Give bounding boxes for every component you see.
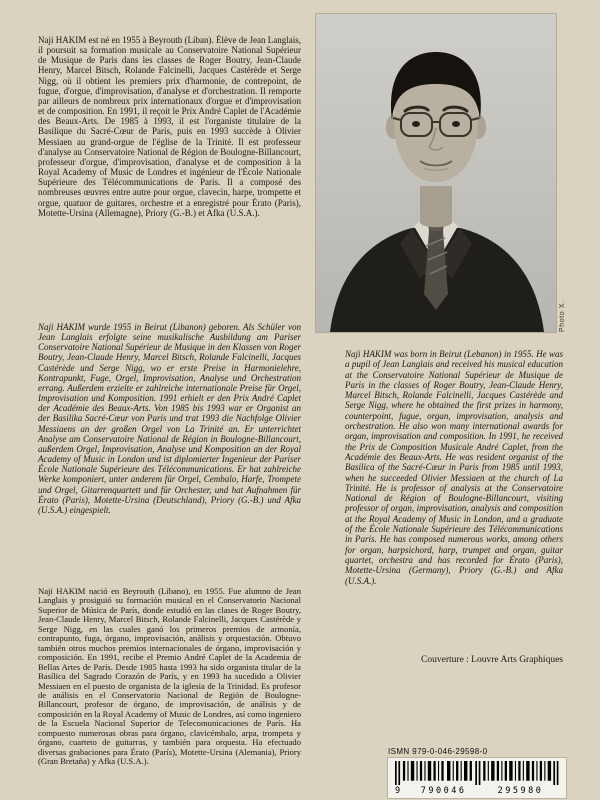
barcode-bars-icon (395, 761, 559, 785)
photo-credit: Photo X. (559, 300, 566, 332)
cover-design-credit: Couverture : Louvre Arts Graphiques (421, 655, 563, 665)
bio-paragraph-german: Naji HAKIM wurde 1955 in Beirut (Libanon) geboren. Als Schüler von Jean Langlais erfolgte seine musikalische Ausbildung am Pariser Conservatoire National Supérieur de Musique in den Klassen von Roger Boutry, Jean-Claude Henry, Marcel Bitsch, Rolande Falcinelli, Jacques Castérède und Serge Nigg, wo er erste Preise in Harmonielehre, Kontrapunkt, Fuge, Orgel, Improvisation, Analyse und Orchestration errang. Außerdem erzielte er zahlreiche internationale Preise für Orgel, Improvisation und Komposition. 1991 erhielt er den Prix André Caplet der Académie des Beaux-Arts. Von 1985 bis 1993 war er Organist an der Basilika Sacré-Cœur von Paris und trat 1993 die Nachfolge Olivier Messiaens an der großen Orgel von La Trinité an. Er unterrichtet Analyse am Conservatoire National de Région in Boulogne-Billancourt, außerdem Orgel, Improvisation, Analyse und Komposition an der Royal Academy of Music in London und ist diplomierter Ingenieur der Pariser École Nationale Supérieure des Télécommunications. Er hat zahlreiche Werke komponiert, unter anderem für Orgel, Cembalo, Harfe, Trompete und Orgel, Gitarrenquartett und für Orchester, und hat Aufnahmen für Érato (Paris), Motette-Ursina (Deutschland), Priory (G.-B.) und Afka (U.S.A.) eingespielt. (38, 322, 301, 515)
bio-paragraph-english: Naji HAKIM was born in Beirut (Lebanon) in 1955. He was a pupil of Jean Langlais and received his musical education at the Conservatoire National Supérieur de Musique de Paris in the classes of Roger Boutry, Jean-Claude Henry, Marcel Bitsch, Rolande Falcinelli, Jacques Castérède and Serge Nigg, where he obtained the first prizes in harmony, counterpoint, fugue, organ, improvisation, analysis and orchestration. He also won many international awards for organ, improvisation and composition. In 1991, he received the Prix de Composition Musicale André Caplet, from the Académie des Beaux-Arts. He was resident organist of the Basilica of the Sacré-Cœur in Paris from 1985 until 1993, when he succeeded Olivier Messiaen at the church of La Trinité. He is professor of analysis at the Conservatoire National de Région of Boulogne-Billancourt, visiting professor of organ, improvisation, analysis and composition at the Royal Academy of Music in London, and a graduate of the École Nationale Supérieure des Télécommunications in Paris. He has composed numerous works, among others for organ, harpsichord, harp, trumpet and organ, guitar quartet, orchestra and has recorded for Érato (Paris), Motette-Ursina (Germany), Priory (G.-B.) and Afka (U.S.A.). (345, 349, 563, 586)
barcode-group-2: 295980 (497, 786, 544, 796)
barcode-group-1: 790046 (420, 786, 467, 796)
barcode-block (388, 747, 566, 798)
portrait-photo-graphic (316, 14, 556, 332)
portrait-photo (316, 14, 556, 332)
barcode-number (395, 786, 559, 796)
barcode-lead-digit: 9 (395, 786, 401, 796)
bio-paragraph-spanish: Naji HAKIM nació en Beyrouth (Líbano), en 1955. Fue alumno de Jean Langlais y prosiguió su formación musical en el Conservatorio Nacional Superior de Música de París, donde estudió en las clases de Roger Boutry, Jean-Claude Henry, Marcel Bitsch, Rolande Falcinelli, Jacques Castérède y Serge Nigg, en las cuales ganó los primeros premios de armonía, contrapunto, fuga, órgano, improvisación, análisis y orquestación. Obtuvo también otros muchos premios internacionales de órgano, improvisación y composición. En 1991, recibe el Premio André Caplet de la Academia de Bellas Artes de París. Desde 1985 hasta 1993 ha sido organista titular de la Basílica del Sagrado Corazón de París, y en 1993 ha sucedido a Olivier Messiaen en el puesto de organista de la iglesia de la Trinidad. Es profesor de análisis en el Conservatorio Nacional de Región de Boulogne-Billancourt, profesor de órgano, de improvisación, de análisis y de composición en la Royal Academy of Music de Londres, así como ingeniero de la Escuela Nacional Superior de Telecomunicaciones de París. Ha compuesto numerosas obras para órgano, clavicémbalo, arpa, trompeta y órgano, cuarteto de guitarras, y también para orquesta. Ha efectuado diversas grabaciones para Érato (París), Motette-Ursina (Alemania), Priory (Gran Bretaña) y Afka (U.S.A.). (38, 586, 301, 767)
bio-paragraph-french: Naji HAKIM est né en 1955 à Beyrouth (Liban). Élève de Jean Langlais, il poursuit sa formation musicale au Conservatoire National Supérieur de Musique de Paris dans les classes de Roger Boutry, Jean-Claude Henry, Marcel Bitsch, Rolande Falcinelli, Jacques Castérède et Serge Nigg, où il obtient les premiers prix d'harmonie, de contrepoint, de fugue, d'orgue, d'improvisation, d'analyse et d'orchestration. Il remporte par ailleurs de nombreux prix internationaux d'orgue et d'improvisation et de composition. En 1991, il reçoit le Prix André Caplet de l'Académie des Beaux-Arts. De 1985 à 1993, il est l'organiste titulaire de la Basilique du Sacré-Cœur de Paris, puis en 1993 succède à Olivier Messiaen au grand-orgue de l'église de la Trinité. Il est professeur d'analyse au Conservatoire National de Région de Boulogne-Billancourt, professeur d'orgue, d'improvisation, d'analyse et de composition à la Royal Academy of Music de Londres et ingénieur de l'École Nationale Supérieure des Télécommunications de Paris. Il a composé des nombreuses œuvres entre autre pour orgue, clavecin, harpe, trompette et orgue, quatuor de guitares, orchestre et a enregistré pour Érato (Paris), Motette-Ursina (Allemagne), Priory (G.-B.) et Afka (U.S.A.). (38, 35, 301, 218)
ismn-label: ISMN 979-0-046-29598-0 (388, 747, 488, 756)
barcode-box (388, 758, 566, 798)
